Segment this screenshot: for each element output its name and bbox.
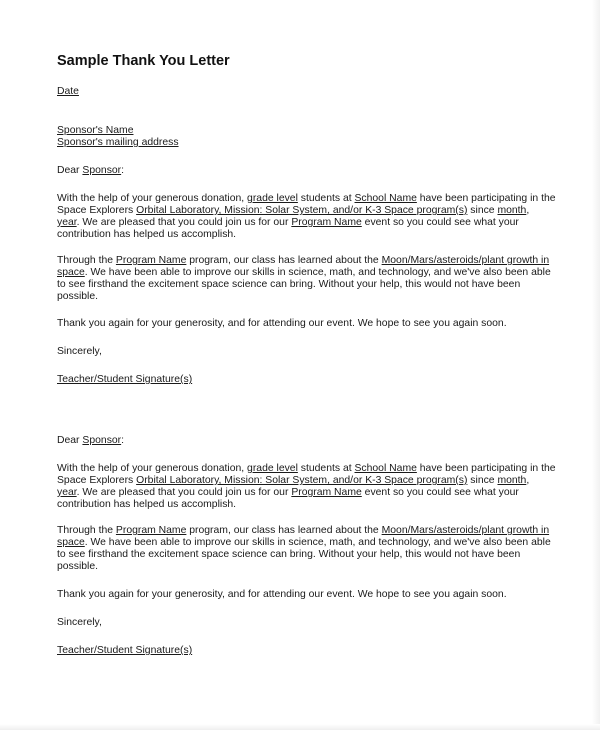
closing: Sincerely, [57, 346, 102, 357]
program-name-placeholder: Program Name [291, 487, 362, 498]
salutation: Dear Sponsor: [57, 165, 125, 176]
paragraph-2-line: space. We have been able to improve our skills in science, math, and technology, and we've also been able [57, 537, 551, 548]
school-name-placeholder: School Name [354, 463, 417, 474]
paragraph-2-line: Through the Program Name program, our class has learned about the Moon/Mars/asteroids/plant growth in [57, 255, 550, 266]
sponsor-name-placeholder: Sponsor's Name [57, 125, 134, 136]
paragraph-3: Thank you again for your generosity, and for attending our event. We hope to see you again soon. [57, 318, 507, 329]
program-list-placeholder: Orbital Laboratory, Mission: Solar System, and/or K-3 Space program(s) [136, 205, 468, 216]
topic-placeholder: space [57, 267, 85, 278]
year-placeholder: year [57, 217, 77, 228]
paragraph-1-line: contribution has helped us accomplish. [57, 229, 237, 240]
date-placeholder: Date [57, 86, 79, 97]
month-placeholder: month [497, 205, 527, 216]
grade-level-placeholder: grade level [247, 193, 298, 204]
page-edge-shadow [0, 724, 600, 730]
paragraph-2-line: space. We have been able to improve our skills in science, math, and technology, and we've also been able [57, 267, 551, 278]
paragraph-2-line: to see firsthand the excitement space science can bring. Without your help, this would not have been [57, 549, 521, 560]
program-list-placeholder: Orbital Laboratory, Mission: Solar System, and/or K-3 Space program(s) [136, 475, 468, 486]
month-placeholder: month [497, 475, 527, 486]
paragraph-1-line: year. We are pleased that you could join us for our Program Name event so you could see what your [57, 217, 519, 228]
program-name-placeholder: Program Name [115, 255, 187, 266]
topic-placeholder: Moon/Mars/asteroids/plant growth in [381, 525, 550, 536]
signature-placeholder: Teacher/Student Signature(s) [57, 374, 193, 385]
grade-level-placeholder: grade level [247, 463, 298, 474]
paragraph-1-line: contribution has helped us accomplish. [57, 499, 237, 510]
paragraph-3: Thank you again for your generosity, and for attending our event. We hope to see you again soon. [57, 589, 507, 600]
closing: Sincerely, [57, 617, 102, 628]
paragraph-2-line: possible. [57, 561, 99, 572]
paragraph-2-line: Through the Program Name program, our class has learned about the Moon/Mars/asteroids/plant growth in [57, 525, 550, 536]
topic-placeholder: Moon/Mars/asteroids/plant growth in [381, 255, 550, 266]
paragraph-1-line: year. We are pleased that you could join us for our Program Name event so you could see what your [57, 487, 519, 498]
program-name-placeholder: Program Name [291, 217, 362, 228]
page-edge-shadow [592, 0, 600, 730]
paragraph-2-line: possible. [57, 291, 99, 302]
paragraph-2-line: to see firsthand the excitement space science can bring. Without your help, this would not have been [57, 279, 521, 290]
sponsor-placeholder: Sponsor [82, 435, 122, 446]
program-name-placeholder: Program Name [115, 525, 187, 536]
signature-placeholder: Teacher/Student Signature(s) [57, 645, 193, 656]
paragraph-1-line: Space Explorers Orbital Laboratory, Mission: Solar System, and/or K-3 Space program(s) since month, [57, 205, 530, 216]
salutation: Dear Sponsor: [57, 435, 125, 446]
school-name-placeholder: School Name [354, 193, 417, 204]
sponsor-address-placeholder: Sponsor's mailing address [57, 137, 179, 148]
sponsor-placeholder: Sponsor [82, 165, 122, 176]
topic-placeholder: space [57, 537, 85, 548]
document-title: Sample Thank You Letter [57, 53, 230, 69]
paragraph-1-line: With the help of your generous donation, grade level students at School Name have been participating in the [57, 193, 556, 204]
paragraph-1-line: Space Explorers Orbital Laboratory, Mission: Solar System, and/or K-3 Space program(s) since month, [57, 475, 530, 486]
year-placeholder: year [57, 487, 77, 498]
paragraph-1-line: With the help of your generous donation, grade level students at School Name have been participating in the [57, 463, 556, 474]
